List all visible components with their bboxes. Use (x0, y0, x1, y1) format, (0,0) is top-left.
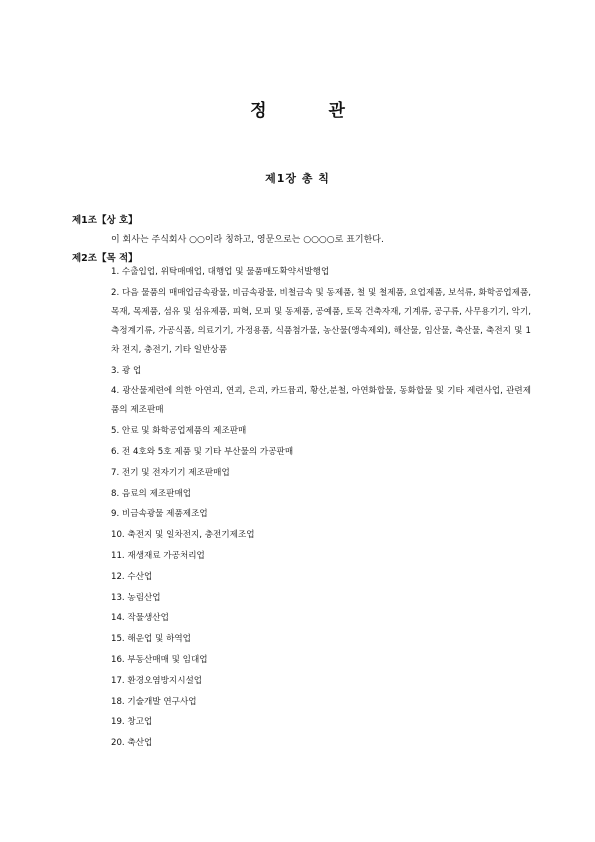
list-item: 11. 재생재료 가공처리업 (111, 550, 205, 561)
list-item: 15. 해운업 및 하역업 (111, 634, 191, 645)
list-item: 19. 창고업 (111, 717, 153, 728)
list-item: 7. 전기 및 전자기기 제조판매업 (111, 467, 230, 478)
list-item: 10. 축전지 및 일차전지, 충전기제조업 (111, 530, 255, 541)
list-item: 9. 비금속광물 제품제조업 (111, 509, 208, 520)
article-1-body: 이 회사는 주식회사 ○○이라 칭하고, 영문으로는 ○○○○로 표기한다. (111, 235, 384, 245)
list-item: 20. 축산업 (111, 738, 153, 749)
chapter-heading: 제1장 총 칙 (265, 172, 330, 185)
title-char-1: 정 (250, 101, 267, 121)
list-item: 17. 환경오염방지시설업 (111, 675, 203, 686)
article-2-item-list (111, 263, 531, 755)
document-title (0, 96, 595, 121)
list-item: 5. 안료 및 화학공업제품의 제조판매 (111, 426, 247, 437)
article-1-heading: 제1조【상 호】 (72, 215, 138, 226)
list-item: 1. 수출입업, 위탁매매업, 대행업 및 물품매도확약서발행업 (111, 267, 330, 277)
list-item: 3. 광 업 (111, 365, 142, 376)
list-item: 13. 농림산업 (111, 592, 161, 603)
list-item: 14. 작물생산업 (111, 613, 169, 624)
list-item: 6. 전 4호와 5호 제품 및 기타 부산물의 가공판매 (111, 446, 294, 457)
list-item: 16. 부동산매매 및 임대업 (111, 654, 208, 665)
list-item: 18. 기술개발 연구사업 (111, 696, 197, 707)
list-item: 2. 다음 물품의 매매업금속광물, 비금속광물, 비철금속 및 동제품, 철 및 철제품, 요업제품, 보석류, 화학공업제품, 목재, 목제품, 섬유 및 섬유제품, 피혁, 모피 및 동제품, 공예품, 토목 건축자재, 기계류, 공구류, 사무용기기, 악기, 측정계기류, 가공식품, 의료기기, 가정용품, 식품첨가물, 농산물(앵속제외), 해산물, 임산물, 축산물, 축전지 및 1차 전지, 충전기, 기타 일반상품 (111, 287, 531, 355)
title-char-2: 관 (328, 101, 345, 121)
article-2-heading: 제2조【목 적】 (72, 253, 138, 264)
list-item: 12. 수산업 (111, 571, 153, 582)
list-item: 8. 음료의 제조판매업 (111, 488, 192, 499)
list-item: 4. 광산물제련에 의한 아연괴, 연괴, 은괴, 카드뮴괴, 황산,분철, 아연화합물, 동화합물 및 기타 제련사업, 관련제품의 제조판매 (111, 386, 531, 416)
